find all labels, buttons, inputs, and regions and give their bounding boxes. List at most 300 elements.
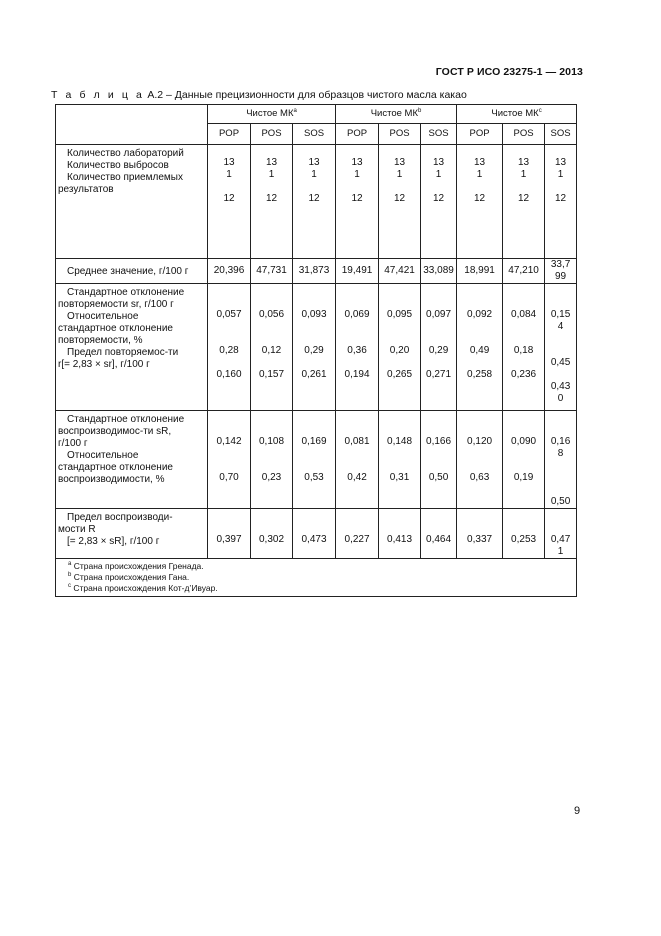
value-line [421,448,456,460]
value-line: 1 [268,169,275,180]
value-line: 0,081 [344,436,370,447]
value-line [503,333,544,345]
value-cell [208,259,251,284]
value-line [208,510,250,522]
value-cell [379,509,421,559]
value-line [545,510,576,522]
value-line: 0,236 [511,369,537,380]
value-line: 0,265 [387,369,413,380]
value-line: 0,166 [426,436,452,447]
value-line [251,424,292,436]
value-line: 13 [223,157,235,168]
row-label [56,411,208,509]
value-line [208,424,250,436]
value-line: 12 [432,193,445,204]
row-label [56,284,208,411]
value-line [208,412,250,424]
value-line: 0,148 [387,436,413,447]
subheader-cell: POP [457,124,503,145]
value-line [379,412,420,424]
value-line [545,345,576,357]
value-line [293,424,335,436]
value-cell [293,411,336,509]
value-line [421,145,456,157]
footnotes-cell [56,559,577,597]
value-line: 18,991 [464,265,495,276]
value-cell [457,284,503,411]
footnote-text: Страна происхождения Гренада. [71,561,204,571]
value-line [503,297,544,309]
value-line [421,357,456,369]
value-line: 12 [518,193,530,204]
mean-row [56,259,577,284]
footnote-text: Страна происхождения Гана. [71,572,190,582]
value-line [545,460,576,472]
value-line: 0,20 [389,345,410,356]
value-line [251,297,292,309]
row-label-line: r[= 2,83 × sr], г/100 г [58,359,150,370]
value-line [545,145,576,157]
row-label-line: Относительное [67,450,139,461]
value-line [457,181,502,193]
value-line: 0,70 [219,472,239,483]
value-line: 13 [432,157,445,168]
value-line: 0,29 [304,345,324,356]
value-line [503,424,544,436]
value-line [208,333,250,345]
value-line: 0,43 [550,381,571,392]
row-label-line: стандартное отклонение [58,462,173,473]
value-line: 13 [474,157,486,168]
value-line: 1 [435,169,442,180]
value-line: 0,337 [467,534,493,545]
value-cell [421,509,457,559]
value-cell [503,509,545,559]
value-line: 33,089 [423,265,454,276]
value-line: 8 [557,448,564,459]
value-line [545,522,576,534]
value-line [379,297,420,309]
value-line [545,285,576,297]
footnote [68,561,576,572]
row-label-line: Предел повторяемос-ти [67,347,179,358]
value-line [421,412,456,424]
value-line [251,448,292,460]
row-label-line: повторяемости, % [58,335,143,346]
value-cell [503,259,545,284]
value-line: 0,302 [258,534,285,545]
value-line: 0,092 [467,309,493,320]
subheader-cell: POS [503,124,545,145]
value-line [336,297,378,309]
value-line [421,181,456,193]
value-cell [293,145,336,259]
precision-data-table [55,104,577,597]
row-label-line: повторяемости sr, г/100 г [58,299,174,310]
value-line [293,510,335,522]
value-line [379,522,420,534]
value-line: 0,258 [467,369,493,380]
value-line [457,357,502,369]
value-line: 0,057 [216,309,242,320]
value-cell [545,509,577,559]
value-cell [251,509,293,559]
value-line: 0,36 [347,345,367,356]
value-cell [545,411,577,509]
value-line [421,321,456,333]
value-line [336,522,378,534]
value-line: 13 [265,157,278,168]
value-line [336,424,378,436]
subheader-cell: POS [251,124,293,145]
value-line: 19,491 [341,265,373,276]
value-line: 99 [555,271,567,282]
value-line: 33,7 [550,259,571,270]
value-line [208,145,250,157]
value-line [457,333,502,345]
value-line [545,472,576,484]
group-header-b: Чистое $МК^b$ [336,105,457,124]
value-line: 47,731 [256,265,287,276]
value-line [208,522,250,534]
row-label-line: Количество приемлемых [67,172,183,183]
footnotes-row [56,559,577,597]
value-line [208,460,250,472]
value-line: 0,120 [467,436,493,447]
value-cell [336,284,379,411]
value-line [251,321,292,333]
value-line: 0,50 [428,472,449,483]
value-line: 0,47 [550,534,571,545]
value-cell [457,259,503,284]
value-line: 0,19 [513,472,534,483]
reproducibility-row [56,411,577,509]
row-label-line: Стандартное отклонение [67,414,185,425]
value-line: 0,227 [344,534,370,545]
value-line: 1 [476,169,483,180]
value-line: 0,397 [216,534,242,545]
value-cell [336,509,379,559]
standard-designation: ГОСТ Р ИСО 23275-1 — 2013 [435,66,583,78]
value-line [293,333,335,345]
value-cell [379,259,421,284]
value-cell [457,411,503,509]
value-line: 0,095 [387,309,413,320]
value-line [545,369,576,381]
value-line [379,181,420,193]
value-line: 13 [393,157,406,168]
value-cell [545,145,577,259]
value-line [503,321,544,333]
value-line: 12 [393,193,406,204]
value-line [208,357,250,369]
value-cell [336,259,379,284]
value-line: 1 [354,169,360,180]
row-label-line: стандартное отклонение [58,323,173,334]
value-line [421,297,456,309]
row-label [56,509,208,559]
value-line [293,321,335,333]
value-line [379,321,420,333]
value-line: 1 [311,169,317,180]
row-label-line: воспроизводимости, % [58,474,165,485]
row-label-line: воспроизводимос-ти sR, [58,426,172,437]
footnote [68,583,576,594]
value-cell [293,509,336,559]
value-line [503,460,544,472]
value-line: 0,464 [426,534,452,545]
value-line [503,522,544,534]
value-line: 0,12 [261,345,282,356]
subheader-cell: POS [379,124,421,145]
row-label [56,145,208,259]
row-label-line: Стандартное отклонение [67,287,185,298]
footnote [68,572,576,583]
value-line: 0,142 [216,436,242,447]
value-line [208,321,250,333]
subheader-cell: SOS [545,124,577,145]
value-line: 12 [223,193,235,204]
value-line [503,510,544,522]
row-label-line: Количество выбросов [67,160,169,171]
value-line [379,333,420,345]
footnote-mark: a [68,561,72,567]
value-line [336,357,378,369]
value-line: 0,157 [258,369,285,380]
value-line [336,285,378,297]
value-cell [251,259,293,284]
value-cell [251,284,293,411]
value-line: 12 [351,193,363,204]
value-cell [421,284,457,411]
value-line [208,181,250,193]
value-line [457,412,502,424]
row-label-line: г/100 г [58,438,88,449]
value-line [293,448,335,460]
value-line: 0,056 [258,309,285,320]
value-line: 0,253 [511,534,537,545]
value-line [503,357,544,369]
value-line: 0,169 [301,436,327,447]
value-cell [208,509,251,559]
value-line [545,181,576,193]
group-header-a: Чистое $МК^a$ [208,105,336,124]
value-line [545,424,576,436]
value-cell [336,145,379,259]
value-line [457,285,502,297]
value-line: 0,45 [550,357,571,368]
value-line [421,424,456,436]
value-line [379,510,420,522]
value-line [293,285,335,297]
counts-row [56,145,577,259]
value-line: 0,53 [304,472,324,483]
footnote-mark: c [68,583,71,589]
value-line: 0,63 [469,472,490,483]
caption-prefix: Т а б л и ц а [51,89,145,101]
row-label-line: Среднее значение, г/100 г [67,265,189,277]
value-cell [457,509,503,559]
value-line: 0,16 [550,436,571,447]
value-line [379,448,420,460]
value-cell [503,411,545,509]
value-line [457,297,502,309]
value-cell [379,411,421,509]
value-line [457,522,502,534]
value-line [293,297,335,309]
row-label-line: результатов [58,184,114,195]
value-line: 12 [474,193,486,204]
value-line [251,145,292,157]
value-line [336,321,378,333]
subheader-cell: POP [336,124,379,145]
value-line [336,181,378,193]
value-line: 0,18 [513,345,534,356]
value-line [503,448,544,460]
value-line [251,357,292,369]
value-line [293,412,335,424]
value-cell [379,284,421,411]
subheader-cell: SOS [293,124,336,145]
value-line: 4 [557,321,564,332]
value-line [503,412,544,424]
row-label-line: Количество лабораторий [67,148,184,159]
value-cell [251,411,293,509]
value-line: 0,194 [344,369,370,380]
value-line [421,285,456,297]
row-label-line: Относительное [67,311,139,322]
value-line: 13 [351,157,363,168]
value-line: 0,084 [511,309,537,320]
value-line [379,145,420,157]
caption-text: А.2 – Данные прецизионности для образцов чистого масла какао [144,89,467,101]
reproducibility-limit-row [56,509,577,559]
value-line [457,424,502,436]
value-line: 0,31 [389,472,410,483]
value-line [251,285,292,297]
value-line [336,510,378,522]
value-line: 1 [226,169,232,180]
value-line [457,460,502,472]
value-line: 1 [520,169,527,180]
value-line [457,145,502,157]
value-line [251,181,292,193]
value-line: 1 [557,169,564,180]
value-cell [421,259,457,284]
subheader-cell: SOS [421,124,457,145]
value-cell [503,284,545,411]
value-line [251,522,292,534]
value-line [208,297,250,309]
value-line: 0,090 [511,436,537,447]
table-caption [51,89,467,101]
value-line [379,460,420,472]
value-line [457,321,502,333]
value-line: 0,097 [426,309,452,320]
value-line [379,357,420,369]
value-line [251,510,292,522]
value-cell [208,145,251,259]
value-line: 47,210 [508,265,539,276]
value-line: 13 [555,157,567,168]
value-line: 0,261 [301,369,327,380]
repeatability-row [56,284,577,411]
value-line [545,484,576,496]
value-line [379,424,420,436]
value-line: 20,396 [213,265,245,276]
value-line [293,522,335,534]
value-line: 47,421 [384,265,415,276]
value-line [503,181,544,193]
value-line [421,510,456,522]
value-line: 12 [265,193,278,204]
footnote-mark: b [68,572,72,578]
group-header-row [56,105,577,124]
value-line [293,145,335,157]
value-cell [208,411,251,509]
value-cell [503,145,545,259]
value-cell [545,284,577,411]
value-line [293,357,335,369]
row-label-line: Предел воспроизводи- [67,512,173,523]
value-line: 12 [555,193,567,204]
value-line [545,297,576,309]
value-line: 31,873 [298,265,330,276]
value-cell [293,259,336,284]
value-line: 0,42 [347,472,367,483]
value-line [293,460,335,472]
value-line: 0,473 [301,534,327,545]
value-line [336,333,378,345]
value-line: 0,28 [219,345,239,356]
value-line: 0,069 [344,309,370,320]
value-line [336,412,378,424]
value-line [421,460,456,472]
value-line [545,333,576,345]
header-corner-cell [56,105,208,145]
value-cell [545,259,577,284]
value-line [379,285,420,297]
value-line: 0,15 [550,309,571,320]
value-line [208,448,250,460]
row-label [56,259,208,284]
value-line [421,333,456,345]
value-line: 0 [557,393,564,404]
value-cell [208,284,251,411]
value-line: 1 [557,546,564,557]
value-line [503,285,544,297]
value-cell [457,145,503,259]
value-cell [336,411,379,509]
value-line [208,285,250,297]
page-number: 9 [574,805,581,817]
value-line: 1 [396,169,403,180]
value-line [251,333,292,345]
row-label-line: мости R [58,524,96,535]
value-line [457,448,502,460]
group-header-c: Чистое $МК^c$ [457,105,577,124]
value-line: 0,29 [428,345,449,356]
value-line: 12 [308,193,320,204]
value-line [457,510,502,522]
value-line [293,181,335,193]
value-line: 0,413 [387,534,413,545]
value-line: 0,23 [261,472,282,483]
value-line: 0,160 [216,369,242,380]
value-cell [421,411,457,509]
footnote-text: Страна происхождения Кот-д’Ивуар. [71,583,218,593]
value-line [503,145,544,157]
